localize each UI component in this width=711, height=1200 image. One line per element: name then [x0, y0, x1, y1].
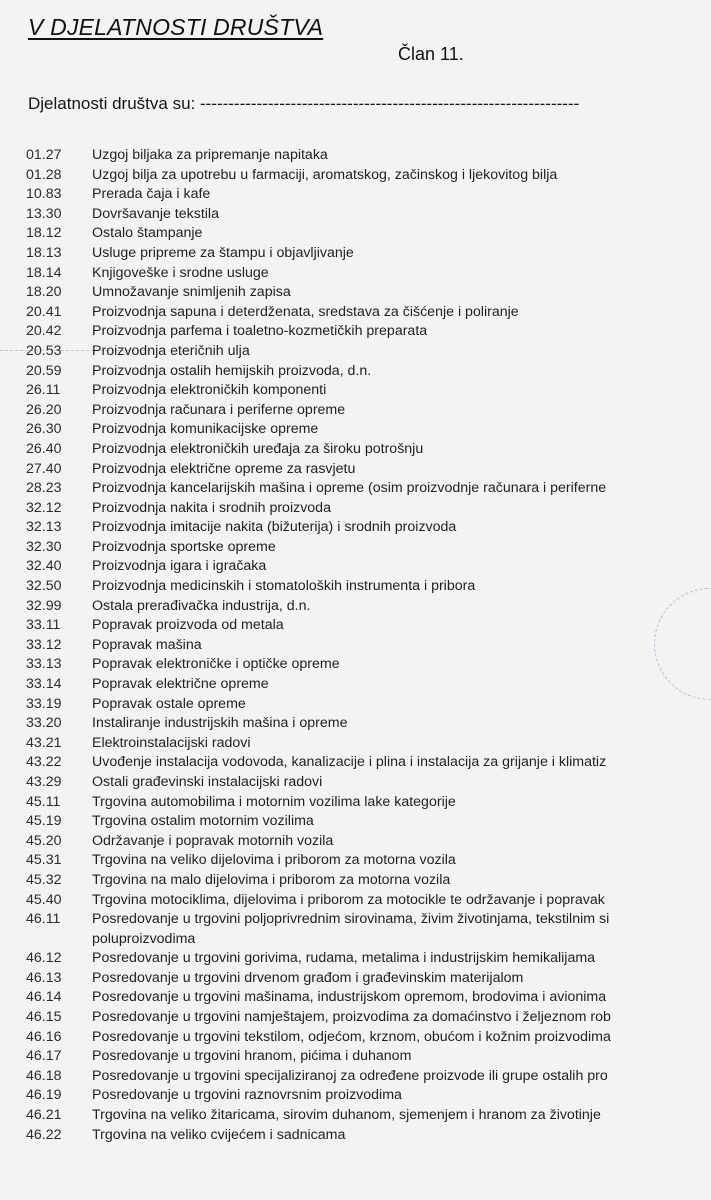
activity-description-text: Proizvodnja igara i igračaka — [92, 558, 267, 575]
activity-description-text: Popravak mašina — [92, 636, 202, 653]
activity-description — [92, 655, 711, 675]
activity-description — [92, 1086, 711, 1106]
activity-code: 27.40 — [26, 460, 62, 477]
activity-code: 20.53 — [26, 342, 62, 359]
activity-row — [26, 1008, 711, 1028]
activity-code: 32.40 — [26, 558, 62, 575]
activity-code: 10.83 — [26, 186, 62, 203]
activity-code: 28.23 — [26, 480, 62, 497]
activity-row — [26, 283, 711, 303]
activity-description-text: Ostala prerađivačka industrija, d.n. — [92, 597, 311, 614]
activity-description-text: Posredovanje u trgovini namještajem, proizvodima za domaćinstvo i željeznom rob — [92, 1008, 611, 1025]
activity-description-text: Trgovina na veliko žitaricama, sirovim duhanom, sjemenjem i hranom za životinje — [92, 1106, 601, 1123]
activity-description-text: Posredovanje u trgovini tekstilom, odjećom, krznom, obućom i kožnim proizvodima — [92, 1028, 611, 1045]
activity-description — [92, 812, 711, 832]
activity-description-text: Posredovanje u trgovini specijaliziranoj za određene proizvode ili grupe ostalih pro — [92, 1067, 608, 1084]
activity-description — [92, 342, 711, 362]
activity-row — [26, 812, 711, 832]
activity-description — [92, 832, 711, 852]
activity-description-text: Proizvodnja eteričnih ulja — [92, 342, 250, 359]
activity-row — [26, 224, 711, 244]
activity-description-text: Knjigoveške i srodne usluge — [92, 264, 269, 281]
activity-row — [26, 244, 711, 264]
activity-description — [92, 969, 711, 989]
activity-code: 45.19 — [26, 813, 62, 830]
activity-description — [92, 1028, 711, 1048]
activity-description — [92, 205, 711, 225]
activity-description-text: Popravak proizvoda od metala — [92, 617, 284, 634]
activity-description-text: Posredovanje u trgovini mašinama, industrijskom opremom, brodovima i avionima — [92, 989, 607, 1006]
activity-code: 32.99 — [26, 597, 62, 614]
activity-description — [92, 440, 711, 460]
activity-code: 46.17 — [26, 1048, 62, 1065]
activity-description — [92, 1106, 711, 1126]
activity-description — [92, 988, 711, 1008]
activity-code: 33.13 — [26, 656, 62, 673]
activity-row — [26, 166, 711, 186]
activity-description — [92, 851, 711, 871]
activity-description-text: Uzgoj bilja za upotrebu u farmaciji, aromatskog, začinskog i ljekovitog bilja — [92, 166, 558, 183]
activity-row — [26, 793, 711, 813]
activity-description-text: Ostalo štampanje — [92, 225, 203, 242]
section-title: V DJELATNOSTI DRUŠTVA — [28, 14, 324, 40]
activity-description-text: Proizvodnja elektroničkih uređaja za široku potrošnju — [92, 440, 424, 457]
activity-code: 32.30 — [26, 538, 62, 555]
activity-code: 33.12 — [26, 636, 62, 653]
activity-description — [92, 871, 711, 891]
activity-row — [26, 460, 711, 480]
activity-description-text: Proizvodnja komunikacijske opreme — [92, 421, 319, 438]
activity-code: 32.12 — [26, 499, 62, 516]
activity-row — [26, 577, 711, 597]
activity-row — [26, 538, 711, 558]
activity-code: 33.14 — [26, 676, 62, 693]
activity-row — [26, 401, 711, 421]
activity-description — [92, 1008, 711, 1028]
activity-description-text: Proizvodnja električne opreme za rasvjetu — [92, 460, 356, 477]
activity-description-text: Instaliranje industrijskih mašina i opreme — [92, 715, 348, 732]
activity-description — [92, 616, 711, 636]
activity-code: 33.20 — [26, 715, 62, 732]
activity-description — [92, 146, 711, 166]
activity-row — [26, 303, 711, 323]
activity-description — [92, 734, 711, 754]
intro-line: Djelatnosti društva su: ------------------------------------------------------------------- — [28, 94, 580, 113]
activity-row — [26, 655, 711, 675]
activity-row — [26, 1106, 711, 1126]
activity-row — [26, 518, 711, 538]
activity-code: 20.42 — [26, 323, 62, 340]
activity-row — [26, 381, 711, 401]
activity-code: 13.30 — [26, 205, 62, 222]
activity-description-text: Proizvodnja elektroničkih komponenti — [92, 382, 327, 399]
activity-description — [92, 1067, 711, 1087]
activity-row — [26, 1086, 711, 1106]
activity-code: 18.20 — [26, 284, 62, 301]
activity-description — [92, 401, 711, 421]
activity-description — [92, 773, 711, 793]
activity-description-text: Proizvodnja medicinskih i stomatoloških instrumenta i pribora — [92, 578, 476, 595]
activity-list — [26, 146, 711, 1145]
activity-description-text: Trgovina ostalim motornim vozilima — [92, 813, 314, 830]
activity-code: 46.13 — [26, 969, 62, 986]
activity-code: 46.11 — [26, 911, 61, 928]
activity-description-text: Proizvodnja parfema i toaletno-kozmetičkih preparata — [92, 323, 428, 340]
activity-description — [92, 460, 711, 480]
activity-description-text: Popravak ostale opreme — [92, 695, 246, 712]
activity-code: 33.19 — [26, 695, 62, 712]
activity-description — [92, 910, 711, 949]
activity-code: 43.22 — [26, 754, 62, 771]
activity-row — [26, 479, 711, 499]
activity-description-text: Trgovina motociklima, dijelovima i priborom za motocikle te održavanje i popravak — [92, 891, 605, 908]
activity-code: 46.22 — [26, 1126, 62, 1143]
activity-row — [26, 597, 711, 617]
article-number: Član 11. — [398, 44, 464, 64]
activity-code: 46.21 — [26, 1106, 62, 1123]
activity-description — [92, 891, 711, 911]
activity-description-text: Elektroinstalacijski radovi — [92, 734, 251, 751]
activity-code: 26.40 — [26, 440, 62, 457]
activity-row — [26, 420, 711, 440]
activity-row — [26, 714, 711, 734]
activity-row — [26, 891, 711, 911]
activity-description — [92, 224, 711, 244]
activity-description — [92, 949, 711, 969]
activity-row — [26, 1047, 711, 1067]
activity-row — [26, 342, 711, 362]
activity-description — [92, 695, 711, 715]
activity-description-text: Proizvodnja imitacije nakita (bižuterija) i srodnih proizvoda — [92, 519, 457, 536]
activity-description — [92, 793, 711, 813]
activity-code: 18.12 — [26, 225, 62, 242]
activity-row — [26, 636, 711, 656]
activity-row — [26, 1028, 711, 1048]
activity-description-text: Proizvodnja ostalih hemijskih proizvoda, d.n. — [92, 362, 372, 379]
activity-code: 46.15 — [26, 1008, 62, 1025]
activity-code: 20.41 — [26, 303, 62, 320]
activity-description-text: Posredovanje u trgovini hranom, pićima i duhanom — [92, 1048, 412, 1065]
activity-description-text: Posredovanje u trgovini gorivima, rudama, metalima i industrijskim hemikalijama — [92, 950, 596, 967]
activity-row — [26, 832, 711, 852]
activity-code: 32.50 — [26, 578, 62, 595]
activity-row — [26, 773, 711, 793]
activity-description-text: Umnožavanje snimljenih zapisa — [92, 284, 291, 301]
activity-description-text: Ostali građevinski instalacijski radovi — [92, 774, 323, 790]
activity-row — [26, 146, 711, 166]
activity-description — [92, 381, 711, 401]
activity-row — [26, 1067, 711, 1087]
activity-row — [26, 695, 711, 715]
activity-row — [26, 734, 711, 754]
activity-description — [92, 557, 711, 577]
activity-code: 46.14 — [26, 989, 62, 1006]
activity-description — [92, 753, 711, 773]
activity-description — [92, 597, 711, 617]
activity-row — [26, 185, 711, 205]
activity-description-text: Uvođenje instalacija vodovoda, kanalizacije i plina i instalacija za grijanje i klimatiz — [92, 754, 607, 771]
activity-row — [26, 264, 711, 284]
activity-row — [26, 851, 711, 871]
activity-description-continuation: poluproizvodima — [92, 930, 196, 947]
activity-row — [26, 1126, 711, 1146]
activity-description-text: Dovršavanje tekstila — [92, 205, 219, 222]
activity-description-text: Trgovina na malo dijelovima i priborom za motorna vozila — [92, 871, 451, 888]
activity-description — [92, 636, 711, 656]
activity-row — [26, 499, 711, 519]
activity-row — [26, 557, 711, 577]
activity-code: 18.14 — [26, 264, 62, 281]
activity-description — [92, 1126, 711, 1146]
activity-description-text: Trgovina automobilima i motornim vozilima lake kategorije — [92, 793, 456, 810]
activity-description — [92, 420, 711, 440]
activity-code: 45.31 — [26, 852, 62, 869]
activity-code: 45.20 — [26, 832, 62, 849]
activity-description-text: Uzgoj biljaka za pripremanje napitaka — [92, 147, 328, 163]
activity-description-text: Proizvodnja sapuna i deterdženata, sredstava za čišćenje i poliranje — [92, 303, 519, 320]
activity-code: 32.13 — [26, 519, 62, 536]
activity-code: 33.11 — [26, 617, 61, 634]
activity-row — [26, 910, 711, 949]
activity-description — [92, 675, 711, 695]
activity-description-text: Trgovina na veliko cvijećem i sadnicama — [92, 1126, 346, 1143]
activity-row — [26, 988, 711, 1008]
activity-description — [92, 479, 711, 499]
activity-code: 18.13 — [26, 244, 62, 261]
activity-row — [26, 949, 711, 969]
activity-description — [92, 322, 711, 342]
activity-description — [92, 283, 711, 303]
activity-description — [92, 518, 711, 538]
activity-code: 46.19 — [26, 1087, 62, 1104]
activity-description-text: Popravak električne opreme — [92, 676, 269, 693]
activity-description — [92, 166, 711, 186]
activity-code: 43.29 — [26, 774, 62, 790]
activity-row — [26, 322, 711, 342]
activity-description-text: Usluge pripreme za štampu i objavljivanje — [92, 244, 354, 261]
activity-description-text: Trgovina na veliko dijelovima i priborom za motorna vozila — [92, 852, 456, 869]
activity-code: 46.16 — [26, 1028, 62, 1045]
activity-description — [92, 577, 711, 597]
activity-description-text: Proizvodnja sportske opreme — [92, 538, 276, 555]
activity-code: 26.20 — [26, 401, 62, 418]
activity-code: 45.40 — [26, 891, 62, 908]
activity-description — [92, 303, 711, 323]
activity-description-text: Posredovanje u trgovini poljoprivrednim sirovinama, živim životinjama, tekstilnim si — [92, 911, 610, 928]
activity-description-text: Popravak elektroničke i optičke opreme — [92, 656, 340, 673]
activity-row — [26, 969, 711, 989]
activity-row — [26, 362, 711, 382]
activity-row — [26, 675, 711, 695]
activity-description — [92, 264, 711, 284]
activity-code: 26.11 — [26, 382, 61, 399]
activity-row — [26, 871, 711, 891]
activity-code: 43.21 — [26, 734, 62, 751]
activity-code: 26.30 — [26, 421, 62, 438]
activity-description-text: Prerada čaja i kafe — [92, 186, 211, 203]
activity-description-text: Posredovanje u trgovini drvenom građom i građevinskim materijalom — [92, 969, 524, 986]
activity-row — [26, 205, 711, 225]
activity-description-text: Proizvodnja kancelarijskih mašina i opreme (osim proizvodnje računara i periferne — [92, 480, 607, 497]
activity-code: 46.12 — [26, 950, 62, 967]
activity-description-text: Održavanje i popravak motornih vozila — [92, 832, 334, 849]
activity-code: 20.59 — [26, 362, 62, 379]
activity-description — [92, 714, 711, 734]
activity-code: 01.28 — [26, 166, 62, 183]
activity-description — [92, 362, 711, 382]
activity-description — [92, 1047, 711, 1067]
activity-description-text: Posredovanje u trgovini raznovrsnim proizvodima — [92, 1087, 402, 1104]
activity-description — [92, 185, 711, 205]
activity-row — [26, 440, 711, 460]
activity-description-text: Proizvodnja nakita i srodnih proizvoda — [92, 499, 331, 516]
activity-code: 45.11 — [26, 793, 61, 810]
activity-description — [92, 499, 711, 519]
activity-row — [26, 616, 711, 636]
activity-description — [92, 538, 711, 558]
activity-code: 46.18 — [26, 1067, 62, 1084]
activity-code: 01.27 — [26, 147, 62, 163]
activity-description — [92, 244, 711, 264]
activity-row — [26, 753, 711, 773]
activity-code: 45.32 — [26, 871, 62, 888]
activity-description-text: Proizvodnja računara i periferne opreme — [92, 401, 346, 418]
